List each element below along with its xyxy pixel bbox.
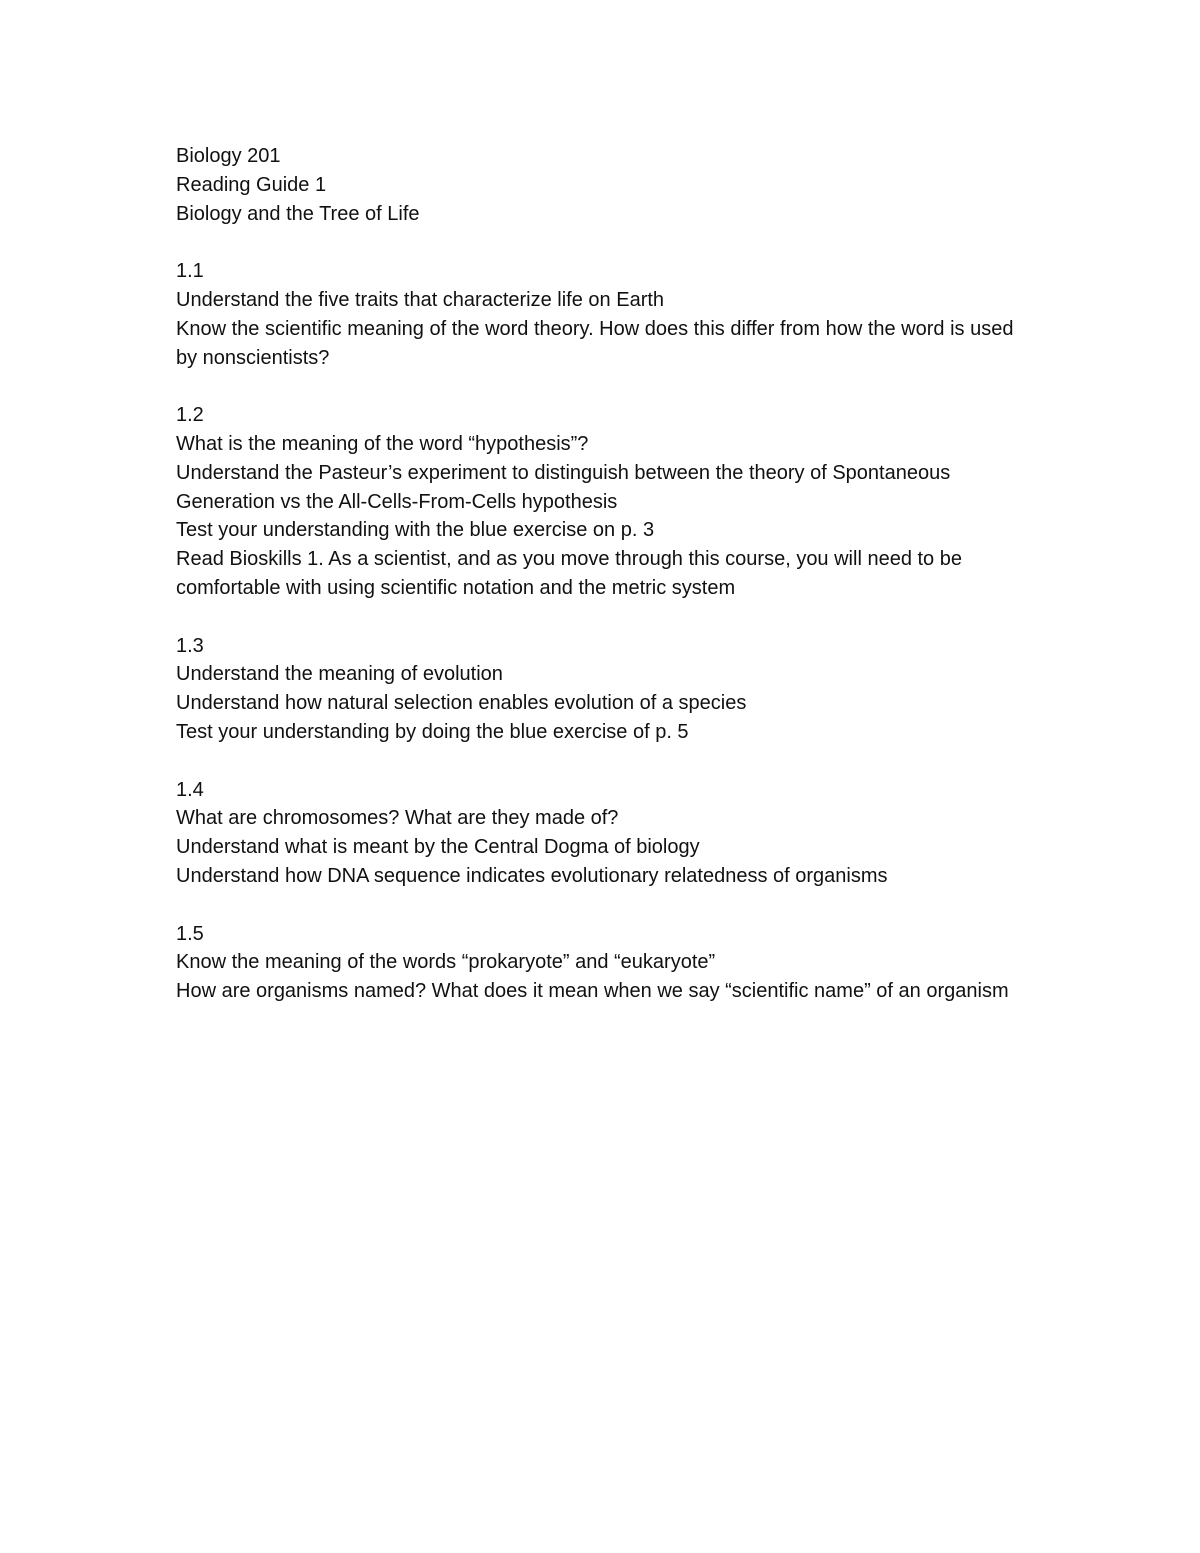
- spacer: [176, 891, 1036, 920]
- spacer: [176, 747, 1036, 776]
- section-number: 1.5: [176, 922, 204, 945]
- section-number: 1.3: [176, 634, 204, 657]
- section-item: Read Bioskills 1. As a scientist, and as you move through this course, you will need to be comfortable with using scientific notation and the metric system: [176, 548, 962, 599]
- section-item: Understand what is meant by the Central Dogma of biology: [176, 836, 700, 859]
- section-item: Understand the five traits that characterize life on Earth: [176, 288, 665, 311]
- section-number: 1.2: [176, 404, 204, 427]
- section-item: Understand how DNA sequence indicates evolutionary relatedness of organisms: [176, 864, 888, 887]
- topic-title: Biology and the Tree of Life: [176, 202, 420, 225]
- section-item: Know the meaning of the words “prokaryote” and “eukaryote”: [176, 951, 716, 974]
- section-number: 1.1: [176, 260, 204, 283]
- guide-title: Reading Guide 1: [176, 173, 327, 196]
- section-item: Know the scientific meaning of the word theory. How does this differ from how the word is used by nonscientists?: [176, 317, 1014, 369]
- section-1-5: [176, 920, 1036, 1006]
- document-body: [176, 142, 1036, 1006]
- section-1-2: [176, 401, 1036, 603]
- section-item: Understand the meaning of evolution: [176, 663, 503, 686]
- spacer: [176, 372, 1036, 401]
- section-item: Understand the Pasteur’s experiment to distinguish between the theory of Spontaneous Generation vs the All-Cells-From-Cells hypothesis: [176, 461, 951, 513]
- section-item: What are chromosomes? What are they made of?: [176, 807, 619, 830]
- section-item: What is the meaning of the word “hypothesis”?: [176, 432, 589, 455]
- section-item: How are organisms named? What does it mean when we say “scientific name” of an organism: [176, 980, 1009, 1003]
- section-item: Test your understanding with the blue exercise on p. 3: [176, 519, 655, 542]
- spacer: [176, 228, 1036, 257]
- section-1-1: [176, 257, 1036, 372]
- course-title: Biology 201: [176, 145, 281, 167]
- section-item: Understand how natural selection enables evolution of a species: [176, 692, 747, 715]
- section-number: 1.4: [176, 778, 204, 801]
- section-1-4: [176, 776, 1036, 891]
- section-item: Test your understanding by doing the blue exercise of p. 5: [176, 720, 689, 743]
- section-1-3: [176, 632, 1036, 747]
- spacer: [176, 603, 1036, 632]
